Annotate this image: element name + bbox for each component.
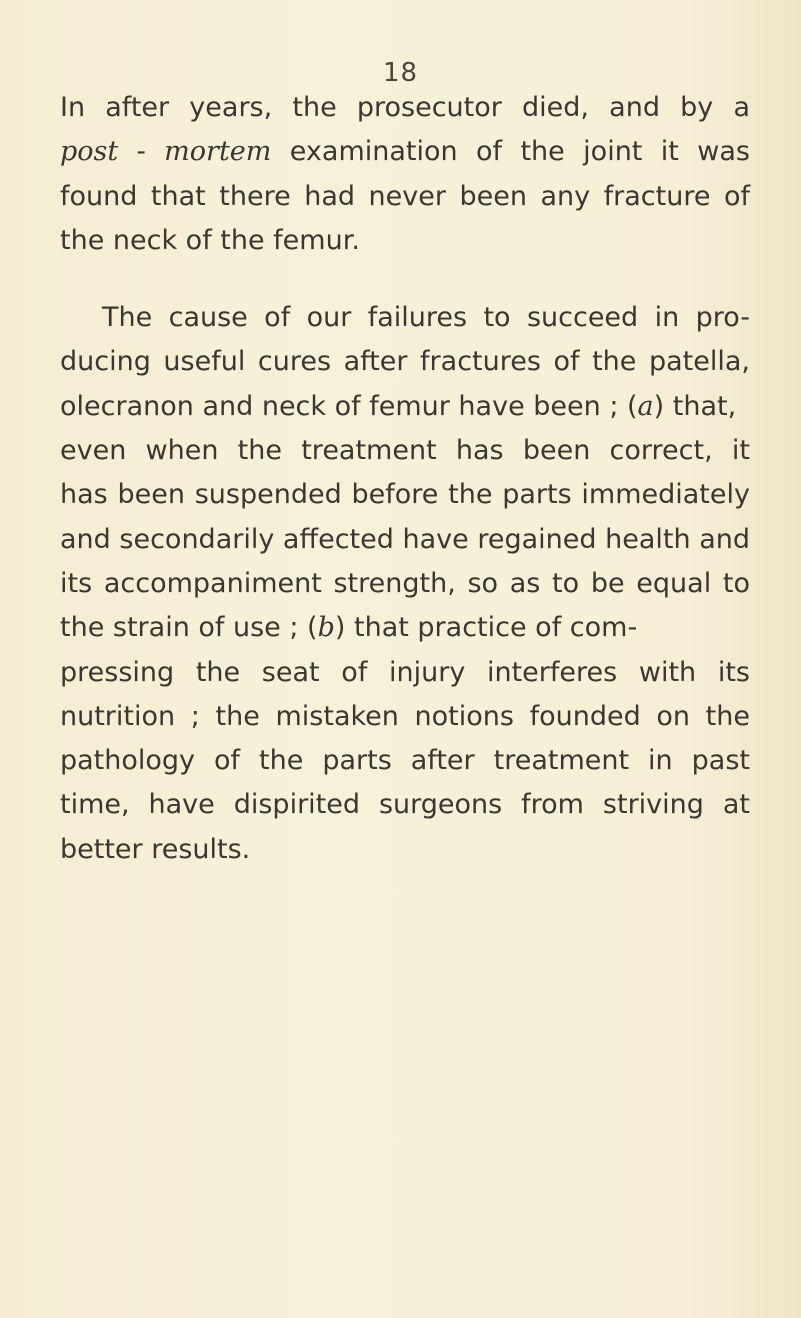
italic-term: post - mortem bbox=[60, 136, 272, 168]
text-line: the neck of the femur. bbox=[60, 224, 360, 256]
text-line: pathology of the parts after treatment in past bbox=[60, 745, 750, 777]
text-line: even when the treatment has been correct, it bbox=[60, 435, 750, 467]
paragraph-gap bbox=[60, 263, 750, 296]
text-fragment: olecranon and neck of femur have been ; ( bbox=[60, 390, 638, 422]
italic-letter: b bbox=[317, 612, 335, 644]
text-line: better results. bbox=[60, 833, 251, 865]
text-fragment: ) that practice of com- bbox=[334, 612, 638, 644]
text-line: has been suspended before the parts immediately bbox=[60, 479, 750, 511]
text-line bbox=[60, 130, 750, 174]
text-line bbox=[60, 606, 750, 650]
text-line: found that there had never been any fracture of bbox=[60, 180, 750, 212]
text-line: nutrition ; the mistaken notions founded on the bbox=[60, 700, 750, 732]
text-fragment: ) that, bbox=[653, 390, 737, 422]
text-line: In after years, the prosecutor died, and by a bbox=[60, 92, 750, 123]
italic-letter: a bbox=[637, 390, 654, 422]
text-fragment: the strain of use ; ( bbox=[60, 612, 318, 644]
text-line: its accompaniment strength, so as to be equal to bbox=[60, 567, 750, 599]
page-number: 18 bbox=[382, 58, 419, 88]
text-line: ducing useful cures after fractures of the patella, bbox=[60, 346, 750, 378]
text-fragment: examination of the joint it was bbox=[289, 136, 750, 168]
text-line: and secondarily affected have regained health and bbox=[60, 523, 750, 555]
text-line: The cause of our failures to succeed in pro- bbox=[102, 302, 750, 334]
text-line: time, have dispirited surgeons from striving at bbox=[60, 789, 750, 821]
text-line: pressing the seat of injury interferes with its bbox=[60, 656, 750, 688]
body-text bbox=[60, 86, 750, 872]
text-line bbox=[60, 385, 750, 429]
